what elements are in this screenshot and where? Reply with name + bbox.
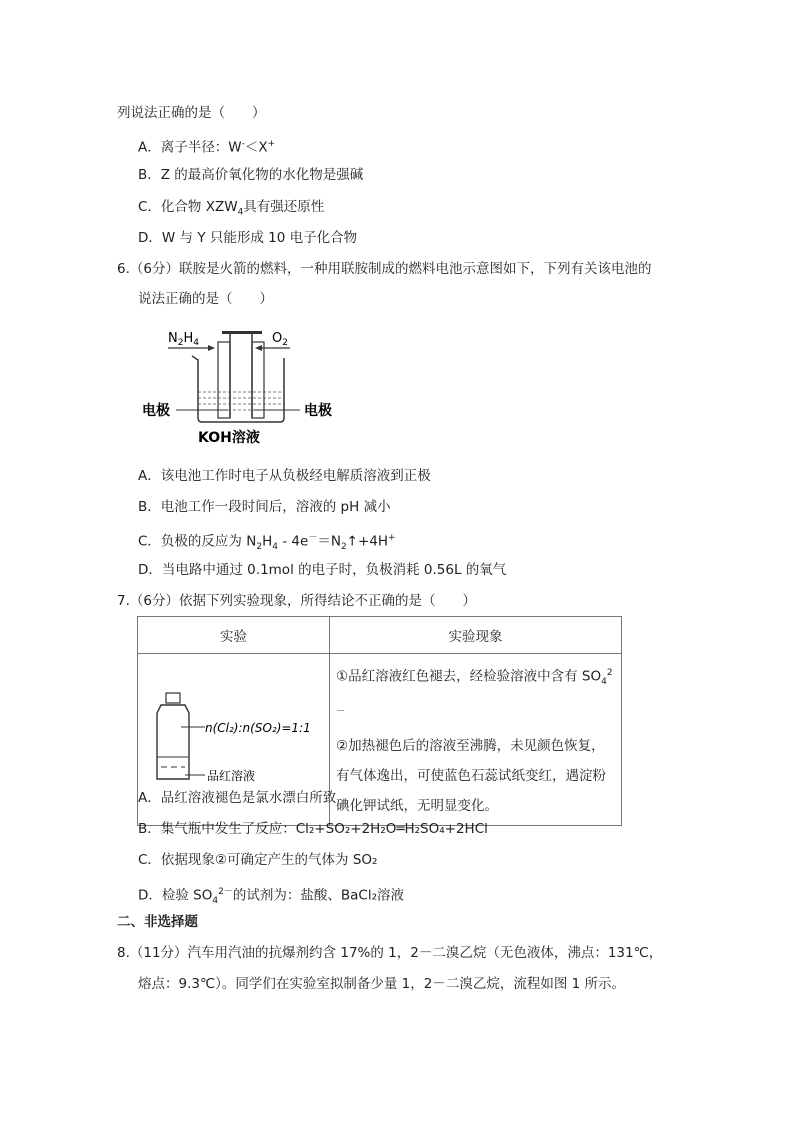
left-electrode-label: 电极 bbox=[142, 403, 170, 419]
phenomenon-2: ②加热褪色后的溶液至沸腾，未见颜色恢复，有气体逸出，可使蓝色石蕊试纸变红，遇淀粉碘化钾试纸，无明显变化。 bbox=[336, 737, 606, 814]
q7-option-a: A．品红溶液褪色是氯水漂白所致 bbox=[138, 790, 337, 806]
header-experiment: 实验 bbox=[138, 617, 330, 654]
q5-option-b: B．Z 的最高价氧化物的水化物是强碱 bbox=[138, 167, 364, 183]
gas-bottle-diagram bbox=[139, 675, 328, 803]
q8-line2: 熔点：9.3℃）。同学们在实验室拟制备少量 1，2－二溴乙烷，流程如图 1 所示。 bbox=[138, 976, 626, 992]
section-title: 二、非选择题 bbox=[117, 914, 198, 930]
q7-option-c: C．依据现象②可确定产生的气体为 SO₂ bbox=[138, 852, 378, 868]
o2-label: $O_2$ bbox=[272, 331, 288, 348]
q5-option-c: C．化合物 $XZW_4$具有强还原性 bbox=[138, 199, 325, 218]
q5-option-d: D．W 与 Y 只能形成 10 电子化合物 bbox=[138, 230, 358, 246]
phenomenon-1: ①品红溶液红色褪去，经检验溶液中含有 $SO_4^{2-}$ bbox=[336, 668, 613, 718]
q6-option-b: B．电池工作一段时间后，溶液的 pH 减小 bbox=[138, 499, 391, 515]
n2h4-label: $N_2H_4$ bbox=[168, 331, 199, 348]
q7-option-d: D．检验 $SO_4^{2-}$的试剂为：盐酸、BaCl₂溶液 bbox=[138, 887, 404, 907]
q8-line1: 8.（11分）汽车用汽油的抗爆剂约含 17%的 1，2－二溴乙烷（无色液体，沸点：131℃， bbox=[117, 945, 663, 961]
header-phenomenon: 实验现象 bbox=[330, 617, 622, 654]
phenomenon-cell bbox=[330, 654, 622, 826]
q6-stem-line1: 6.（6分）联胺是火箭的燃料，一种用联胺制成的燃料电池示意图如下，下列有关该电池的 bbox=[117, 261, 652, 277]
q7-option-b: B．集气瓶中发生了反应：Cl₂+SO₂+2H₂O═H₂SO₄+2HCl bbox=[138, 821, 488, 837]
q7-stem: 7.（6分）依据下列实验现象，所得结论不正确的是（ ） bbox=[117, 593, 476, 609]
q5-option-a: A．离子半径：W-＜X+ bbox=[138, 139, 276, 156]
q6-option-d: D．当电路中通过 0.1mol 的电子时，负极消耗 0.56L 的氧气 bbox=[138, 562, 507, 578]
table-header-row bbox=[138, 617, 622, 654]
q5-stem-tail: 列说法正确的是（ ） bbox=[117, 105, 266, 121]
koh-solution-label: KOH溶液 bbox=[198, 430, 260, 446]
right-electrode-label: 电极 bbox=[304, 403, 332, 419]
pinhong-solution-label: 品红溶液 bbox=[207, 769, 256, 784]
fuel-cell-diagram bbox=[140, 318, 340, 458]
gas-ratio-label: n(Cl₂):n(SO₂)=1:1 bbox=[205, 721, 311, 736]
q6-option-c: C．负极的反应为 $N_2H_4$ - $4e^-=N_2↑+4H^+$ bbox=[138, 533, 396, 553]
q6-option-a: A．该电池工作时电子从负极经电解质溶液到正极 bbox=[138, 468, 431, 484]
q6-stem-line2: 说法正确的是（ ） bbox=[138, 291, 273, 307]
